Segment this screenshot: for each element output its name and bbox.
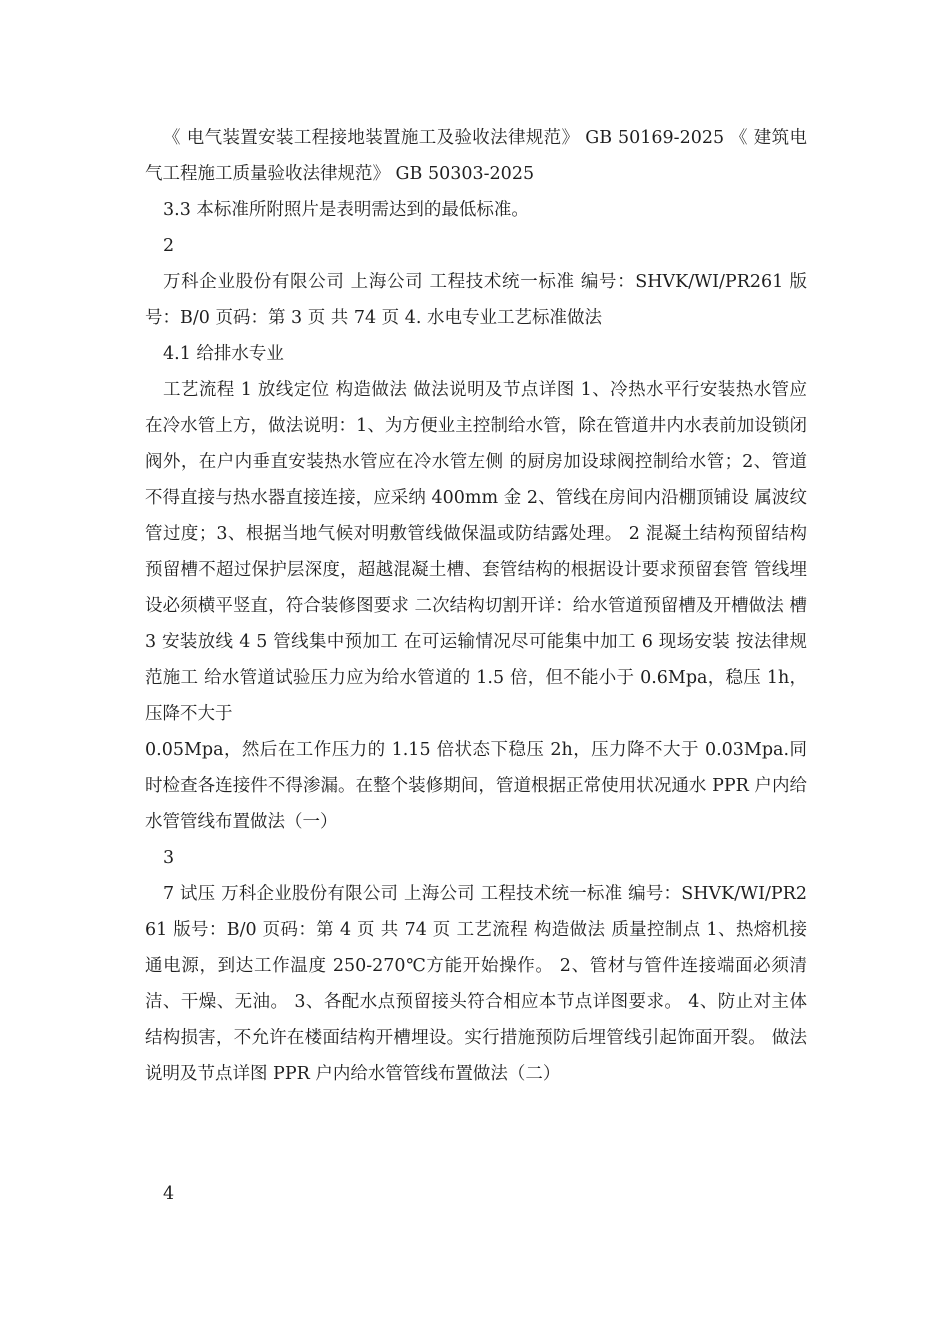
- page-4-content-paragraph: 7 试压 万科企业股份有限公司 上海公司 工程技术统一标准 编号：SHVK/WI/PR261 版号：B/0 页码：第 4 页 共 74 页 工艺流程 构造做法 质量控制点 1、热熔机接通电源，到达工作温度 250-270℃方能开始操作。 2、管材与管件连接端面必须清洁、干燥、无油。 3、各配水点预留接头符合相应本节点详图要求。 4、防止对主体结构损害，不允许在楼面结构开槽埋设。实行措施预防后埋管线引起饰面开裂。 做法说明及节点详图 PPR 户内给水管管线布置做法（二）: [145, 884, 807, 1084]
- page-number-3: 3: [163, 848, 175, 868]
- section-3-3-paragraph: 3.3 本标准所附照片是表明需达到的最低标准。: [163, 200, 529, 220]
- pressure-test-paragraph: 0.05Mpa，然后在工作压力的 1.15 倍状态下稳压 2h，压力降不大于 0.03Mpa.同时检查各连接件不得渗漏。在整个装修期间，管道根据正常使用状况通水 PPR 户内给水管管线布置做法（一）: [145, 740, 807, 832]
- page-3-header-paragraph: 万科企业股份有限公司 上海公司 工程技术统一标准 编号：SHVK/WI/PR261 版号：B/0 页码：第 3 页 共 74 页 4. 水电专业工艺标准做法: [145, 272, 807, 328]
- section-4-1-heading: 4.1 给排水专业: [163, 344, 284, 364]
- standards-reference-paragraph: 《 电气装置安装工程接地装置施工及验收法律规范》 GB 50169-2025 《 建筑电气工程施工质量验收法律规范》 GB 50303-2025: [145, 128, 807, 184]
- process-flow-paragraph: 工艺流程 1 放线定位 构造做法 做法说明及节点详图 1、冷热水平行安装热水管应在冷水管上方，做法说明：1、为方便业主控制给水管，除在管道井内水表前加设锁闭阀外，在户内垂直安装热水管应在冷水管左侧 的厨房加设球阀控制给水管；2、管道不得直接与热水器直接连接，应采纳 400mm 金 2、管线在房间内沿棚顶铺设 属波纹管过度；3、根据当地气候对明敷管线做保温或防结露处理。 2 混凝土结构预留结构预留槽不超过保护层深度，超越混凝土槽、套管结构的根据设计要求预留套管 管线埋设必须横平竖直，符合装修图要求 二次结构切割开详：给水管道预留槽及开槽做法 槽 3 安装放线 4 5 管线集中预加工 在可运输情况尽可能集中加工 6 现场安装 按法律规范施工 给水管道试验压力应为给水管道的 1.5 倍，但不能小于 0.6Mpa，稳压 1h，压降不大于: [145, 380, 807, 724]
- page-number-2: 2: [163, 236, 175, 256]
- page-number-4: 4: [163, 1184, 175, 1204]
